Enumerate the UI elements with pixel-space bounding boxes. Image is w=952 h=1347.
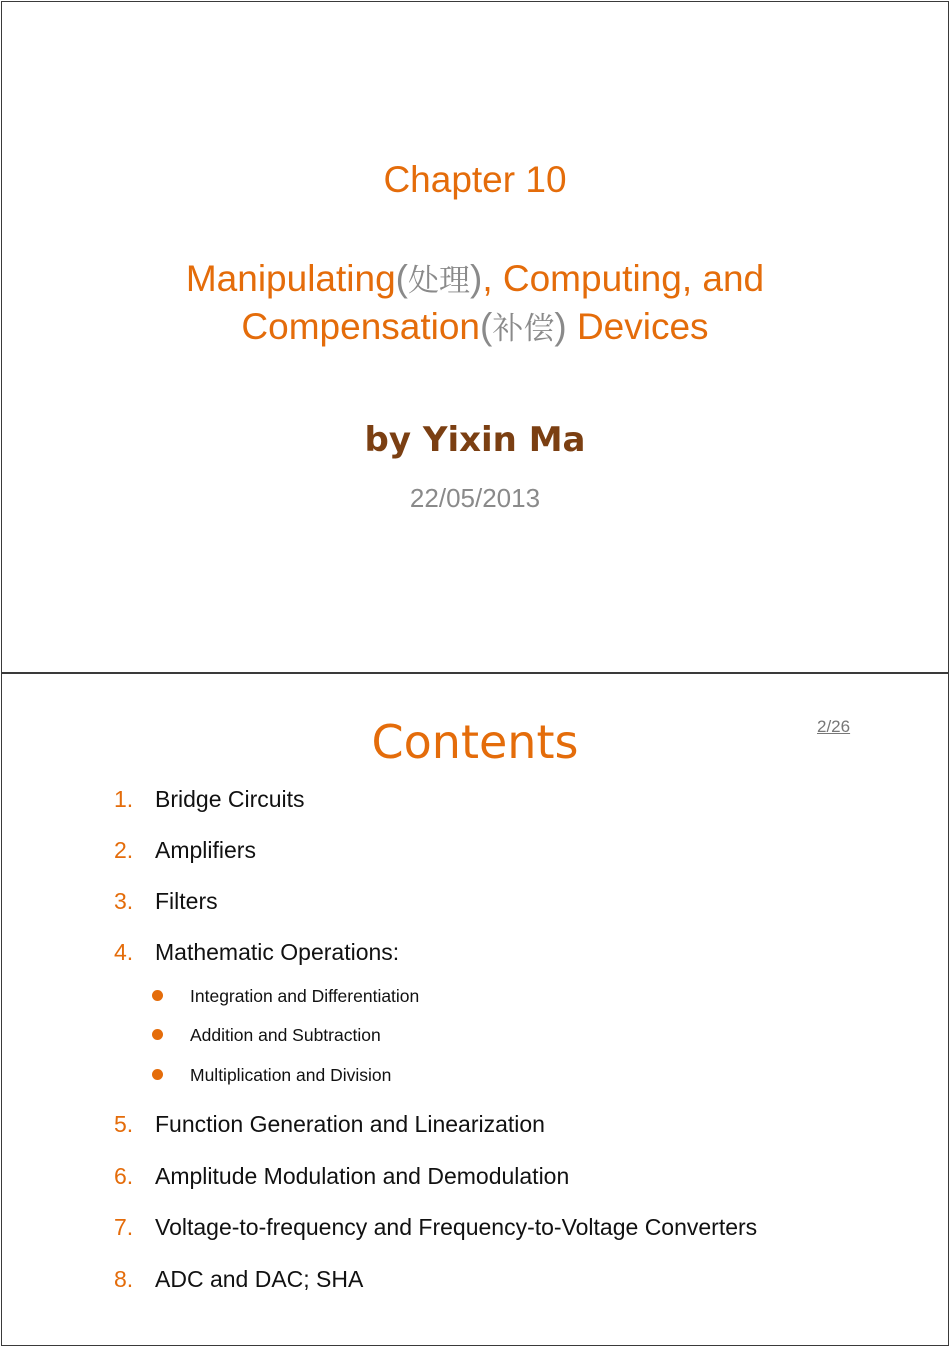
title-rest: , Computing, and bbox=[482, 258, 765, 299]
sub-item bbox=[152, 986, 419, 1007]
item-number: 5. bbox=[114, 1111, 134, 1137]
chapter-heading: Chapter 10 bbox=[383, 159, 567, 200]
item-text: Amplifiers bbox=[155, 837, 256, 863]
list-item bbox=[114, 1266, 363, 1293]
title-slide bbox=[1, 1, 949, 673]
item-text: Amplitude Modulation and Demodulation bbox=[155, 1163, 570, 1189]
cjk-annotation: 补偿 bbox=[492, 311, 555, 347]
item-number: 1. bbox=[114, 786, 134, 812]
bullet-icon bbox=[152, 990, 163, 1001]
title-line-2 bbox=[2, 303, 948, 353]
item-text: Bridge Circuits bbox=[155, 786, 305, 812]
title-word: Compensation bbox=[241, 306, 481, 347]
list-item bbox=[114, 888, 218, 915]
item-text: Filters bbox=[155, 888, 218, 914]
date: 22/05/2013 bbox=[409, 483, 541, 513]
item-number: 3. bbox=[114, 888, 134, 914]
item-number: 2. bbox=[114, 837, 134, 863]
item-text: Function Generation and Linearization bbox=[155, 1111, 545, 1137]
paren-open: ( bbox=[480, 306, 493, 347]
paren-close: ) bbox=[470, 258, 483, 299]
title-rest: Devices bbox=[566, 306, 709, 347]
item-number: 6. bbox=[114, 1163, 134, 1189]
list-item bbox=[114, 1111, 545, 1138]
title-line-1 bbox=[2, 255, 948, 305]
sub-item-text: Integration and Differentiation bbox=[190, 986, 420, 1006]
sub-item-text: Multiplication and Division bbox=[190, 1065, 392, 1085]
item-text: Mathematic Operations: bbox=[155, 939, 400, 965]
item-number: 7. bbox=[114, 1214, 134, 1240]
list-item bbox=[114, 786, 305, 813]
page-number: 2/26 bbox=[817, 717, 851, 736]
item-number: 4. bbox=[114, 939, 134, 965]
item-text: Voltage-to-frequency and Frequency-to-Voltage Converters bbox=[155, 1214, 758, 1240]
slide-title: Contents bbox=[371, 715, 579, 769]
paren-close: ) bbox=[554, 306, 567, 347]
cjk-annotation: 处理 bbox=[408, 263, 470, 299]
bullet-icon bbox=[152, 1029, 163, 1040]
author: by Yixin Ma bbox=[364, 420, 586, 460]
sub-item bbox=[152, 1025, 381, 1046]
list-item bbox=[114, 939, 399, 966]
title-word: Manipulating bbox=[185, 258, 396, 299]
item-text: ADC and DAC; SHA bbox=[155, 1266, 364, 1292]
list-item bbox=[114, 1214, 757, 1241]
item-number: 8. bbox=[114, 1266, 134, 1292]
contents-slide bbox=[1, 673, 949, 1346]
paren-open: ( bbox=[395, 258, 408, 299]
list-item bbox=[114, 837, 256, 864]
list-item bbox=[114, 1163, 569, 1190]
sub-item-text: Addition and Subtraction bbox=[190, 1025, 381, 1045]
sub-item bbox=[152, 1065, 391, 1086]
bullet-icon bbox=[152, 1069, 163, 1080]
